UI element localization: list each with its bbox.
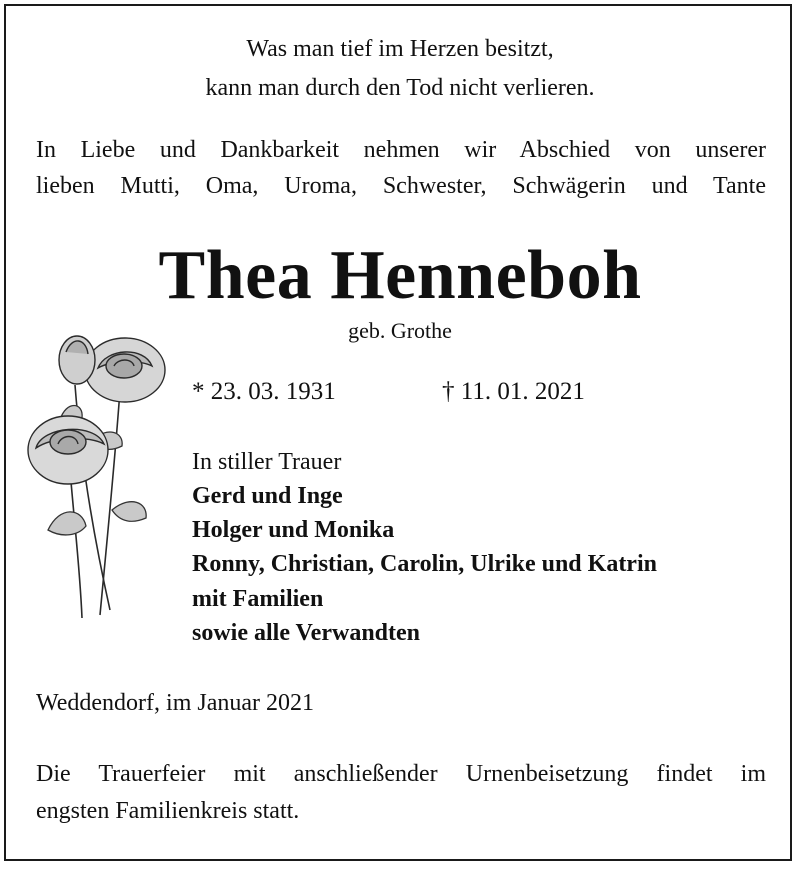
rose-top-right bbox=[85, 338, 165, 402]
funeral-note bbox=[36, 756, 766, 792]
roses-icon bbox=[20, 330, 180, 620]
mourner-line: Gerd und Inge bbox=[192, 483, 343, 509]
leaf bbox=[48, 512, 86, 535]
death-date: † 11. 01. 2021 bbox=[442, 378, 585, 405]
motto-line-2: kann man durch den Tod nicht verlieren. bbox=[205, 75, 595, 101]
motto-line-1: Was man tief im Herzen besitzt, bbox=[246, 36, 554, 62]
birth-date: * 23. 03. 1931 bbox=[192, 378, 336, 405]
mourner-line: Ronny, Christian, Carolin, Ulrike und Katrin bbox=[192, 551, 657, 577]
deceased-name: Thea Henneboh bbox=[158, 237, 642, 314]
rose-bud-top bbox=[59, 336, 95, 384]
rose-stem bbox=[70, 470, 82, 618]
leaf bbox=[112, 502, 146, 522]
maiden-name: geb. Grothe bbox=[348, 318, 452, 343]
intro-line-2: lieben Mutti, Oma, Uroma, Schwester, Schwägerin und Tante bbox=[36, 173, 766, 199]
rose-left bbox=[28, 416, 108, 484]
funeral-note-line-1: Die Trauerfeier mit anschließender Urnenbeisetzung findet im bbox=[36, 761, 766, 787]
mourner-line: mit Familien bbox=[192, 586, 324, 612]
mourner-line: Holger und Monika bbox=[192, 517, 395, 543]
rose-stem bbox=[100, 390, 120, 615]
intro-line-1: In Liebe und Dankbarkeit nehmen wir Abschied von unserer bbox=[36, 137, 766, 163]
intro-text bbox=[36, 132, 766, 204]
funeral-note-line-2: engsten Familienkreis statt. bbox=[36, 798, 300, 824]
mourners-heading: In stiller Trauer bbox=[192, 449, 342, 475]
mourner-line: sowie alle Verwandten bbox=[192, 620, 420, 646]
place-date: Weddendorf, im Januar 2021 bbox=[36, 690, 314, 716]
